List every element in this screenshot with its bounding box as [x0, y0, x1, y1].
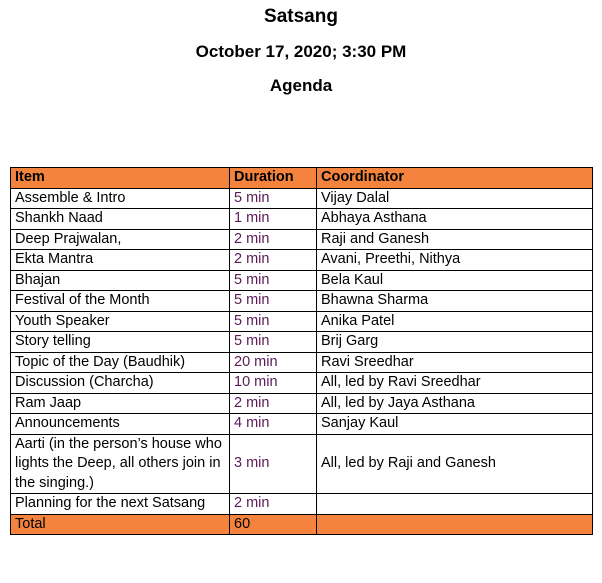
item-cell: Assemble & Intro	[11, 188, 230, 209]
coordinator-cell: All, led by Raji and Ganesh	[317, 434, 593, 494]
coordinator-cell: All, led by Jaya Asthana	[317, 393, 593, 414]
agenda-table	[10, 167, 593, 535]
duration-cell: 5 min	[230, 188, 317, 209]
item-cell: Aarti (in the person’s house who lights the Deep, all others join in the singing.)	[11, 434, 230, 494]
item-cell: Topic of the Day (Baudhik)	[11, 352, 230, 373]
table-row	[11, 494, 593, 515]
table-row	[11, 332, 593, 353]
duration-cell: 5 min	[230, 291, 317, 312]
item-cell: Deep Prajwalan,	[11, 229, 230, 250]
coordinator-cell: Ravi Sreedhar	[317, 352, 593, 373]
coordinator-cell: Avani, Preethi, Nithya	[317, 250, 593, 271]
total-duration: 60	[230, 514, 317, 535]
duration-cell: 10 min	[230, 373, 317, 394]
column-header-duration: Duration	[230, 168, 317, 189]
coordinator-cell: Bela Kaul	[317, 270, 593, 291]
duration-cell: 20 min	[230, 352, 317, 373]
duration-cell: 2 min	[230, 494, 317, 515]
item-cell: Youth Speaker	[11, 311, 230, 332]
item-cell: Ekta Mantra	[11, 250, 230, 271]
duration-cell: 2 min	[230, 229, 317, 250]
table-row	[11, 352, 593, 373]
table-row	[11, 373, 593, 394]
item-cell: Story telling	[11, 332, 230, 353]
table-row	[11, 434, 593, 494]
event-date: October 17, 2020; 3:30 PM	[195, 42, 407, 61]
duration-cell: 5 min	[230, 332, 317, 353]
item-cell: Announcements	[11, 414, 230, 435]
table-row	[11, 229, 593, 250]
item-cell: Planning for the next Satsang	[11, 494, 230, 515]
table-row	[11, 250, 593, 271]
coordinator-cell: Abhaya Asthana	[317, 209, 593, 230]
coordinator-cell: Anika Patel	[317, 311, 593, 332]
coordinator-cell: Bhawna Sharma	[317, 291, 593, 312]
total-row	[11, 514, 593, 535]
duration-cell: 5 min	[230, 270, 317, 291]
total-coordinator	[317, 514, 593, 535]
page-title: Satsang	[264, 6, 338, 27]
coordinator-cell	[317, 494, 593, 515]
coordinator-cell: Sanjay Kaul	[317, 414, 593, 435]
table-row	[11, 270, 593, 291]
table-row	[11, 311, 593, 332]
duration-cell: 4 min	[230, 414, 317, 435]
table-row	[11, 291, 593, 312]
coordinator-cell: All, led by Ravi Sreedhar	[317, 373, 593, 394]
item-cell: Festival of the Month	[11, 291, 230, 312]
coordinator-cell: Brij Garg	[317, 332, 593, 353]
item-cell: Shankh Naad	[11, 209, 230, 230]
column-header-item: Item	[11, 168, 230, 189]
table-row	[11, 414, 593, 435]
coordinator-cell: Vijay Dalal	[317, 188, 593, 209]
duration-cell: 2 min	[230, 393, 317, 414]
table-row	[11, 188, 593, 209]
duration-cell: 5 min	[230, 311, 317, 332]
duration-cell: 2 min	[230, 250, 317, 271]
agenda-heading: Agenda	[269, 76, 333, 95]
table-row	[11, 209, 593, 230]
coordinator-cell: Raji and Ganesh	[317, 229, 593, 250]
item-cell: Discussion (Charcha)	[11, 373, 230, 394]
duration-cell: 1 min	[230, 209, 317, 230]
item-cell: Ram Jaap	[11, 393, 230, 414]
item-cell: Bhajan	[11, 270, 230, 291]
total-label: Total	[11, 514, 230, 535]
duration-cell: 3 min	[230, 434, 317, 494]
column-header-coordinator: Coordinator	[317, 168, 593, 189]
table-header-row	[11, 168, 593, 189]
table-row	[11, 393, 593, 414]
